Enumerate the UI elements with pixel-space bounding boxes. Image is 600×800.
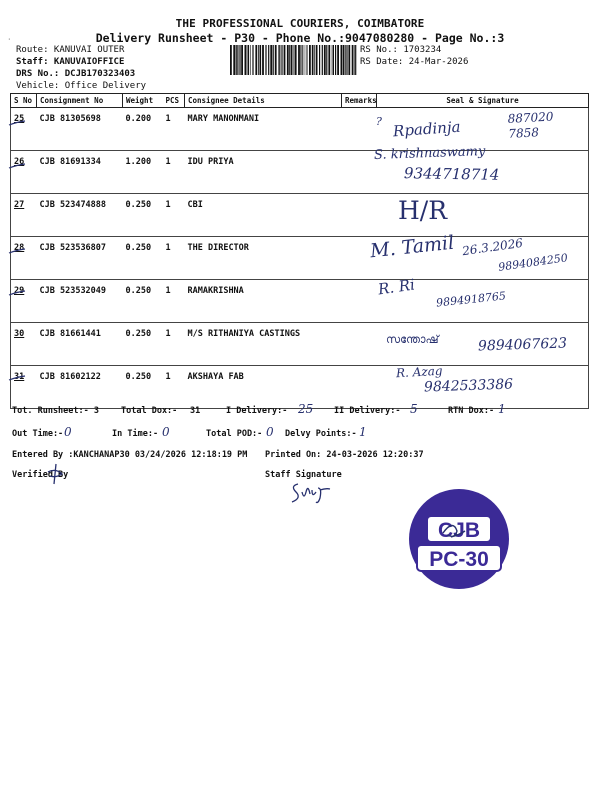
tick-marks bbox=[0, 100, 40, 400]
barcode-bar bbox=[343, 45, 344, 75]
barcode-bar bbox=[307, 45, 308, 75]
barcode-bar bbox=[304, 45, 305, 75]
barcode-bar bbox=[314, 45, 315, 75]
barcode-bar bbox=[345, 45, 346, 75]
barcode-bar bbox=[348, 45, 350, 75]
row-sno: 31 bbox=[14, 372, 25, 382]
signature-30-name: സന്തോഷ് bbox=[386, 333, 439, 346]
signature-26-phone: 9344718714 bbox=[403, 164, 500, 184]
printed-on: Printed On: 24-03-2026 12:20:37 bbox=[265, 450, 424, 460]
runsheet-title: Delivery Runsheet - P30 - Phone No.:9047080280 - Page No.:3 bbox=[95, 31, 505, 45]
row-pcs: 1 bbox=[163, 280, 185, 323]
row-consignment: CJB 81691334 bbox=[37, 151, 123, 194]
rtn-dox-label: RTN Dox:- bbox=[448, 406, 495, 416]
barcode-bar bbox=[239, 45, 240, 75]
row-consignee: RAMAKRISHNA bbox=[185, 280, 342, 323]
tick-mark bbox=[9, 164, 25, 168]
barcode-bar bbox=[312, 45, 313, 75]
barcode-bar bbox=[250, 45, 251, 75]
row-consignment: CJB 81661441 bbox=[37, 323, 123, 366]
staff-signature-label: Staff Signature bbox=[265, 470, 342, 480]
barcode-bar bbox=[319, 45, 320, 75]
barcode-bar bbox=[255, 45, 257, 75]
sig-mark: ? bbox=[376, 115, 382, 128]
barcode-bar bbox=[241, 45, 243, 75]
col-consignee: Consignee Details bbox=[185, 94, 342, 108]
barcode-bar bbox=[240, 45, 241, 75]
row-sno: 27 bbox=[14, 200, 25, 210]
barcode-bar bbox=[281, 45, 282, 75]
drs-label: DRS No.: DCJB170323403 bbox=[16, 69, 136, 79]
barcode-bar bbox=[309, 45, 311, 75]
table-row bbox=[11, 108, 589, 151]
row-pcs: 1 bbox=[163, 194, 185, 237]
barcode-bar bbox=[302, 45, 303, 75]
company-title: THE PROFESSIONAL COURIERS, COIMBATORE bbox=[175, 17, 425, 30]
row-remarks bbox=[342, 151, 377, 194]
barcode bbox=[230, 45, 357, 75]
signature-25-phone: 887020 7858 bbox=[507, 109, 554, 141]
barcode-bar bbox=[270, 45, 272, 75]
barcode-bar bbox=[328, 45, 330, 75]
barcode-bar bbox=[248, 45, 249, 75]
row-weight: 0.250 bbox=[123, 237, 163, 280]
signature-29-phone: 9894918765 bbox=[435, 289, 507, 310]
row-pcs: 1 bbox=[163, 237, 185, 280]
row-consignment: CJB 81305698 bbox=[37, 108, 123, 151]
row-weight: 0.200 bbox=[123, 108, 163, 151]
row-pcs: 1 bbox=[163, 151, 185, 194]
row-weight: 1.200 bbox=[123, 151, 163, 194]
delvy-points-label: Delvy Points:- bbox=[285, 429, 357, 439]
col-pcs: PCS bbox=[163, 94, 185, 108]
row-pcs: 1 bbox=[163, 323, 185, 366]
barcode-bar bbox=[347, 45, 348, 75]
row-sno: 28 bbox=[14, 243, 25, 253]
total-pod-label: Total POD:- bbox=[206, 429, 263, 439]
signature-29-name: R. Ri bbox=[376, 275, 416, 299]
barcode-bar bbox=[316, 45, 318, 75]
row-remarks bbox=[342, 194, 377, 237]
barcode-bar bbox=[294, 45, 295, 75]
row-consignment: CJB 523536807 bbox=[37, 237, 123, 280]
tick-mark bbox=[9, 249, 25, 253]
table-row bbox=[11, 151, 589, 194]
signature-28-phone: 9894084250 bbox=[497, 251, 569, 274]
barcode-bar bbox=[300, 45, 301, 75]
total-runsheet: Tot. Runsheet:- 3 bbox=[12, 406, 99, 416]
barcode-bar bbox=[306, 45, 307, 75]
row-consignee: IDU PRIYA bbox=[185, 151, 342, 194]
row-consignee: THE DIRECTOR bbox=[185, 237, 342, 280]
row-sno: 30 bbox=[14, 329, 25, 339]
row-consignment: CJB 523474888 bbox=[37, 194, 123, 237]
rtn-dox-value: 1 bbox=[498, 402, 506, 416]
row-sno: 25 bbox=[14, 114, 25, 124]
row-pcs: 1 bbox=[163, 366, 185, 409]
row-remarks bbox=[342, 280, 377, 323]
route-label: Route: KANUVAI OUTER bbox=[16, 45, 125, 55]
col-consignment: Consignment No bbox=[37, 94, 123, 108]
signature-31-name: R. Azag bbox=[395, 363, 443, 381]
i-delivery-label: I Delivery:- bbox=[226, 406, 288, 416]
row-remarks bbox=[342, 366, 377, 409]
row-weight: 0.250 bbox=[123, 280, 163, 323]
barcode-bar bbox=[230, 45, 232, 75]
total-pod-value: 0 bbox=[266, 425, 274, 439]
barcode-bar bbox=[337, 45, 339, 75]
barcode-bar bbox=[333, 45, 334, 75]
staff-label: Staff: KANUVAIOFFICE bbox=[16, 57, 125, 67]
col-weight: Weight bbox=[123, 94, 163, 108]
barcode-bar bbox=[233, 45, 235, 75]
signature-25-name: Rpadinja bbox=[392, 117, 462, 141]
barcode-bar bbox=[341, 45, 343, 75]
barcode-bar bbox=[332, 45, 333, 75]
barcode-bar bbox=[289, 45, 290, 75]
stamp-line2: PC-30 bbox=[429, 548, 489, 571]
barcode-bar bbox=[293, 45, 294, 75]
row-weight: 0.250 bbox=[123, 366, 163, 409]
barcode-bar bbox=[258, 45, 259, 75]
rs-number: RS No.: 1703234 bbox=[360, 45, 442, 55]
signature-28-date: 26.3.2026 bbox=[461, 235, 524, 259]
barcode-bar bbox=[247, 45, 248, 75]
col-remarks: Remarks bbox=[342, 94, 377, 108]
scan-mark: ‧ bbox=[8, 35, 11, 44]
barcode-bar bbox=[252, 45, 253, 75]
i-delivery-value: 25 bbox=[298, 402, 314, 416]
ii-delivery-label: II Delivery:- bbox=[334, 406, 401, 416]
col-sno: S No bbox=[11, 94, 37, 108]
barcode-bar bbox=[275, 45, 277, 75]
entered-by: Entered By :KANCHANAP30 03/24/2026 12:18:19 PM bbox=[12, 450, 248, 460]
table-header-row bbox=[11, 94, 589, 108]
barcode-bar bbox=[273, 45, 274, 75]
signature-31-phone: 9842533386 bbox=[423, 376, 514, 396]
col-seal: Seal & Signature bbox=[377, 94, 589, 108]
ii-delivery-value: 5 bbox=[410, 402, 418, 416]
barcode-bar bbox=[335, 45, 336, 75]
row-weight: 0.250 bbox=[123, 194, 163, 237]
barcode-bar bbox=[236, 45, 237, 75]
row-remarks bbox=[342, 108, 377, 151]
signature-27-mark: H/R bbox=[398, 196, 448, 225]
tick-mark bbox=[9, 291, 25, 295]
barcode-bar bbox=[278, 45, 279, 75]
barcode-bar bbox=[279, 45, 280, 75]
barcode-bar bbox=[352, 45, 354, 75]
table-row bbox=[11, 194, 589, 237]
signature-30-phone: 9894067623 bbox=[477, 335, 568, 355]
verifier-signature bbox=[44, 462, 68, 488]
barcode-bar bbox=[324, 45, 326, 75]
row-sno: 26 bbox=[14, 157, 25, 167]
delvy-points-value: 1 bbox=[359, 425, 367, 439]
row-consignee: AKSHAYA FAB bbox=[185, 366, 342, 409]
barcode-bar bbox=[265, 45, 266, 75]
row-weight: 0.250 bbox=[123, 323, 163, 366]
barcode-bar bbox=[346, 45, 347, 75]
barcode-bar bbox=[287, 45, 289, 75]
in-time-value: 0 bbox=[162, 425, 170, 439]
barcode-bar bbox=[355, 45, 356, 75]
row-consignee: MARY MANONMANI bbox=[185, 108, 342, 151]
barcode-bar bbox=[326, 45, 327, 75]
row-pcs: 1 bbox=[163, 108, 185, 151]
in-time-label: In Time:- bbox=[112, 429, 159, 439]
row-consignment: CJB 81602122 bbox=[37, 366, 123, 409]
row-remarks bbox=[342, 323, 377, 366]
barcode-bar bbox=[284, 45, 286, 75]
barcode-bar bbox=[260, 45, 261, 75]
vehicle-label: Vehicle: Office Delivery bbox=[16, 81, 147, 91]
verified-by-label: Verified By bbox=[12, 470, 69, 480]
row-consignment: CJB 523532049 bbox=[37, 280, 123, 323]
barcode-bar bbox=[262, 45, 264, 75]
tick-mark bbox=[9, 121, 25, 125]
out-time-label: Out Time:- bbox=[12, 429, 64, 439]
barcode-bar bbox=[245, 45, 247, 75]
signature-28-name: M. Tamil bbox=[369, 231, 456, 263]
barcode-bar bbox=[298, 45, 300, 75]
barcode-bar bbox=[237, 45, 238, 75]
rs-date: RS Date: 24-Mar-2026 bbox=[360, 57, 469, 67]
stamp-line1: CJB bbox=[437, 519, 481, 542]
signature-26-name: S. krishnaswamy bbox=[373, 144, 486, 163]
tick-mark bbox=[9, 376, 25, 380]
barcode-bar bbox=[253, 45, 254, 75]
out-time-value: 0 bbox=[64, 425, 72, 439]
row-consignee: M/S RITHANIYA CASTINGS bbox=[185, 323, 342, 366]
barcode-bar bbox=[295, 45, 297, 75]
row-sno: 29 bbox=[14, 286, 25, 296]
company-seal-stamp bbox=[407, 487, 511, 591]
barcode-bar bbox=[268, 45, 269, 75]
barcode-bar bbox=[354, 45, 355, 75]
total-dox-label: Total Dox:- bbox=[121, 406, 178, 416]
barcode-bar bbox=[291, 45, 292, 75]
barcode-bar bbox=[322, 45, 323, 75]
row-consignee: CBI bbox=[185, 194, 342, 237]
staff-signature bbox=[288, 480, 332, 506]
total-dox-value: 31 bbox=[190, 406, 201, 416]
